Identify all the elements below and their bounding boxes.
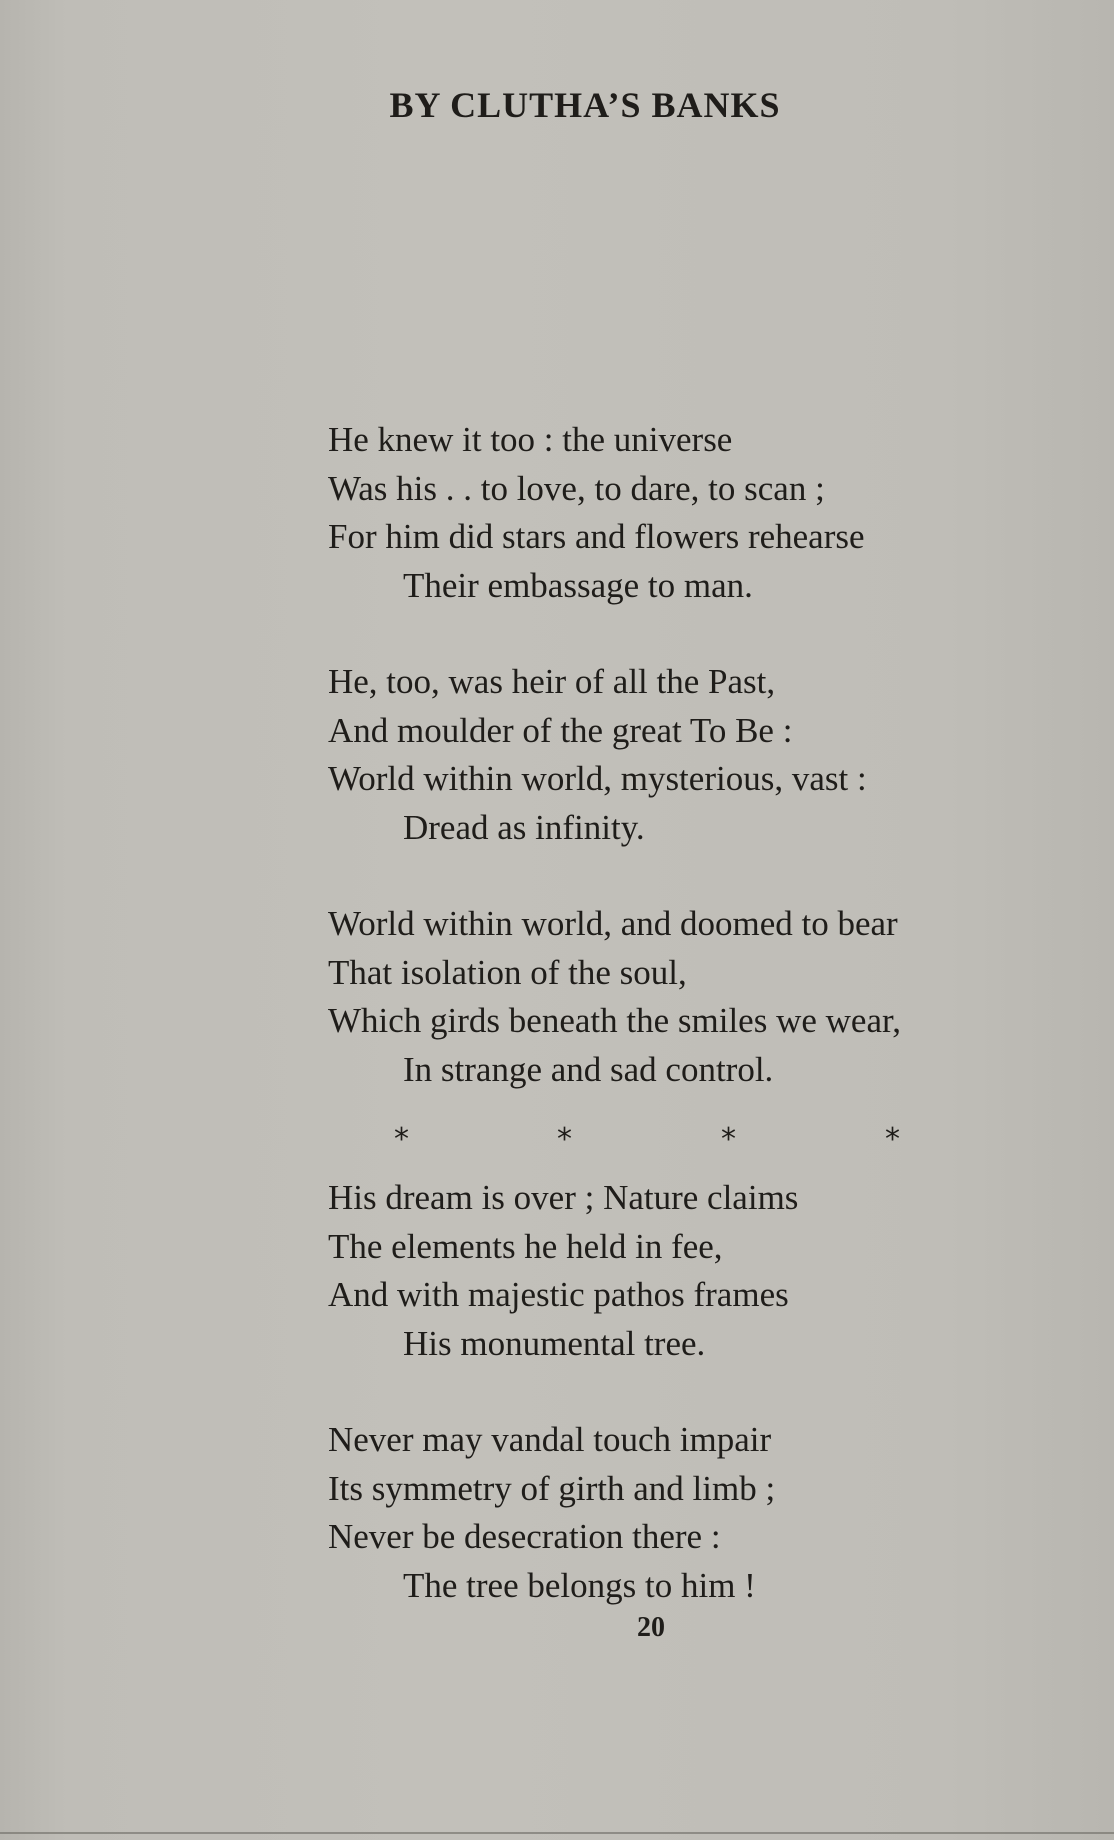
poem-line: The elements he held in fee, — [328, 1226, 723, 1266]
poem-line: And with majestic pathos frames — [328, 1275, 789, 1314]
poem-line: He knew it too : the universe — [328, 420, 733, 459]
poem-line: Which girds beneath the smiles we wear, — [328, 1001, 901, 1040]
poem-line: For him did stars and flowers rehearse — [328, 517, 865, 556]
asterisk: * — [557, 1122, 572, 1157]
poem-line: Its symmetry of girth and limb ; — [328, 1468, 776, 1508]
section-separator — [328, 1116, 1068, 1164]
poem-line: World within world, and doomed to bear — [328, 904, 898, 943]
poem-line-indented: Their embassage to man. — [403, 565, 753, 605]
poem-line: And moulder of the great To Be : — [328, 710, 793, 750]
page-number: 20 — [637, 1612, 665, 1643]
stanza-3 — [328, 900, 1068, 1094]
poem-line: Never may vandal touch impair — [328, 1420, 772, 1459]
poem-line-indented: The tree belongs to him ! — [403, 1565, 756, 1605]
stanza-2 — [328, 658, 1068, 852]
stanza-4 — [328, 1174, 1068, 1368]
poem-line: Was his . . to love, to dare, to scan ; — [328, 468, 825, 508]
stanza-5 — [328, 1416, 1068, 1610]
asterisk: * — [394, 1122, 409, 1157]
poem-line-indented: Dread as infinity. — [403, 807, 645, 847]
running-head: BY CLUTHA’S BANKS — [389, 85, 781, 125]
poem — [328, 416, 1068, 1658]
asterisk: * — [721, 1122, 736, 1157]
asterisk: * — [885, 1122, 900, 1157]
poem-line: His dream is over ; Nature claims — [328, 1178, 799, 1217]
poem-line: Never be desecration there : — [328, 1517, 721, 1556]
page-edge-rule — [0, 1832, 1114, 1834]
poem-line: That isolation of the soul, — [328, 952, 687, 992]
poem-line: He, too, was heir of all the Past, — [328, 662, 776, 701]
poem-line-indented: In strange and sad control. — [403, 1049, 774, 1089]
stanza-1 — [328, 416, 1068, 610]
poem-line-indented: His monumental tree. — [403, 1323, 706, 1363]
poem-line: World within world, mysterious, vast : — [328, 759, 867, 798]
